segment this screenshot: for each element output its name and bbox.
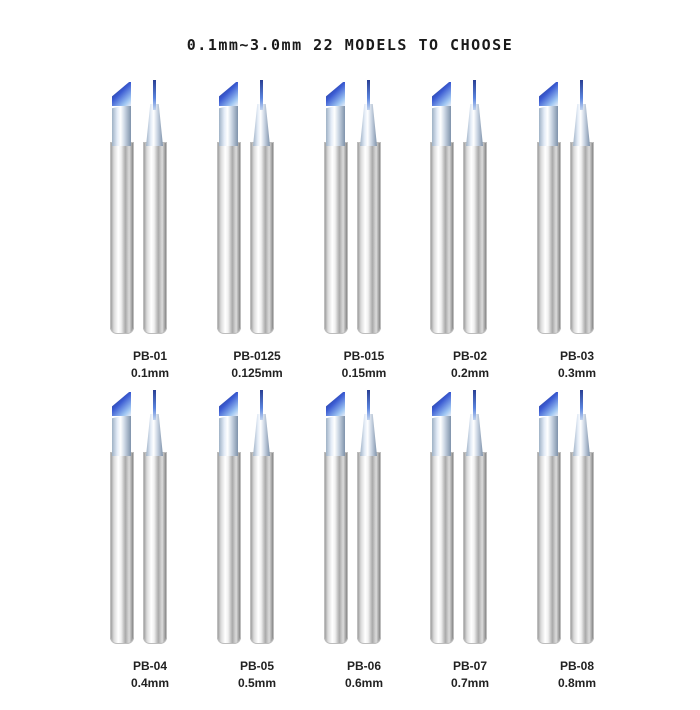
cutting-tip-front bbox=[260, 390, 263, 420]
cutting-tip-side bbox=[219, 392, 238, 416]
shank-front-view bbox=[357, 452, 381, 644]
cutting-tip-side bbox=[326, 82, 345, 106]
tip-size: 0.6mm bbox=[344, 676, 384, 690]
shank-side-view bbox=[110, 452, 134, 644]
product-label bbox=[95, 348, 205, 382]
shank-side-view bbox=[537, 452, 561, 644]
tool-bit-pair bbox=[522, 390, 632, 650]
product-label bbox=[202, 658, 312, 692]
cutting-tip-front bbox=[580, 390, 583, 420]
tip-size: 0.15mm bbox=[341, 366, 387, 380]
tool-bit-pair bbox=[95, 80, 205, 340]
model-number: PB-05 bbox=[239, 659, 274, 673]
shank-front-view bbox=[250, 142, 274, 334]
model-number: PB-06 bbox=[346, 659, 381, 673]
product-card bbox=[95, 390, 205, 700]
model-number: PB-015 bbox=[343, 349, 385, 363]
cutting-tip-side bbox=[326, 392, 345, 416]
tip-size: 0.7mm bbox=[450, 676, 490, 690]
product-row-2 bbox=[0, 390, 700, 710]
product-label bbox=[202, 348, 312, 382]
tool-bit-pair bbox=[202, 80, 312, 340]
cutting-tip-front bbox=[473, 390, 476, 420]
product-card bbox=[309, 80, 419, 390]
shank-front-view bbox=[463, 452, 487, 644]
model-number: PB-08 bbox=[559, 659, 594, 673]
tool-bit-pair bbox=[95, 390, 205, 650]
tip-size: 0.1mm bbox=[130, 366, 170, 380]
tip-size: 0.8mm bbox=[557, 676, 597, 690]
tip-size: 0.2mm bbox=[450, 366, 490, 380]
model-number: PB-02 bbox=[452, 349, 487, 363]
cutting-tip-side bbox=[539, 392, 558, 416]
product-label bbox=[415, 348, 525, 382]
shank-front-view bbox=[143, 142, 167, 334]
product-label bbox=[309, 658, 419, 692]
product-label bbox=[415, 658, 525, 692]
shank-front-view bbox=[250, 452, 274, 644]
cutting-tip-side bbox=[219, 82, 238, 106]
product-row-1 bbox=[0, 80, 700, 400]
product-label bbox=[522, 658, 632, 692]
product-label bbox=[309, 348, 419, 382]
tool-bit-pair bbox=[309, 80, 419, 340]
model-number: PB-03 bbox=[559, 349, 594, 363]
model-number: PB-04 bbox=[132, 659, 167, 673]
model-number: PB-07 bbox=[452, 659, 487, 673]
cutting-tip-front bbox=[260, 80, 263, 110]
shank-side-view bbox=[217, 452, 241, 644]
product-card bbox=[202, 80, 312, 390]
cutting-tip-front bbox=[367, 80, 370, 110]
product-card bbox=[522, 390, 632, 700]
product-label bbox=[95, 658, 205, 692]
page-title: 0.1mm~3.0mm 22 MODELS TO CHOOSE bbox=[186, 36, 514, 54]
product-label bbox=[522, 348, 632, 382]
tool-bit-pair bbox=[202, 390, 312, 650]
cutting-tip-front bbox=[473, 80, 476, 110]
cutting-tip-side bbox=[432, 392, 451, 416]
cutting-tip-side bbox=[112, 82, 131, 106]
model-number: PB-01 bbox=[132, 349, 167, 363]
product-card bbox=[95, 80, 205, 390]
shank-front-view bbox=[570, 452, 594, 644]
shank-front-view bbox=[463, 142, 487, 334]
product-card bbox=[309, 390, 419, 700]
tip-size: 0.4mm bbox=[130, 676, 170, 690]
tool-bit-pair bbox=[522, 80, 632, 340]
shank-side-view bbox=[324, 142, 348, 334]
tool-bit-pair bbox=[415, 80, 525, 340]
product-card bbox=[522, 80, 632, 390]
shank-side-view bbox=[324, 452, 348, 644]
cutting-tip-front bbox=[580, 80, 583, 110]
shank-side-view bbox=[110, 142, 134, 334]
product-card bbox=[415, 390, 525, 700]
product-card bbox=[415, 80, 525, 390]
cutting-tip-front bbox=[153, 390, 156, 420]
cutting-tip-side bbox=[112, 392, 131, 416]
cutting-tip-front bbox=[153, 80, 156, 110]
cutting-tip-side bbox=[432, 82, 451, 106]
tip-size: 0.125mm bbox=[231, 366, 283, 380]
shank-side-view bbox=[537, 142, 561, 334]
tool-bit-pair bbox=[309, 390, 419, 650]
shank-front-view bbox=[357, 142, 381, 334]
tip-size: 0.3mm bbox=[557, 366, 597, 380]
shank-front-view bbox=[143, 452, 167, 644]
shank-side-view bbox=[430, 142, 454, 334]
shank-side-view bbox=[217, 142, 241, 334]
tip-size: 0.5mm bbox=[237, 676, 277, 690]
cutting-tip-front bbox=[367, 390, 370, 420]
product-card bbox=[202, 390, 312, 700]
shank-side-view bbox=[430, 452, 454, 644]
shank-front-view bbox=[570, 142, 594, 334]
tool-bit-pair bbox=[415, 390, 525, 650]
model-number: PB-0125 bbox=[233, 349, 281, 363]
cutting-tip-side bbox=[539, 82, 558, 106]
